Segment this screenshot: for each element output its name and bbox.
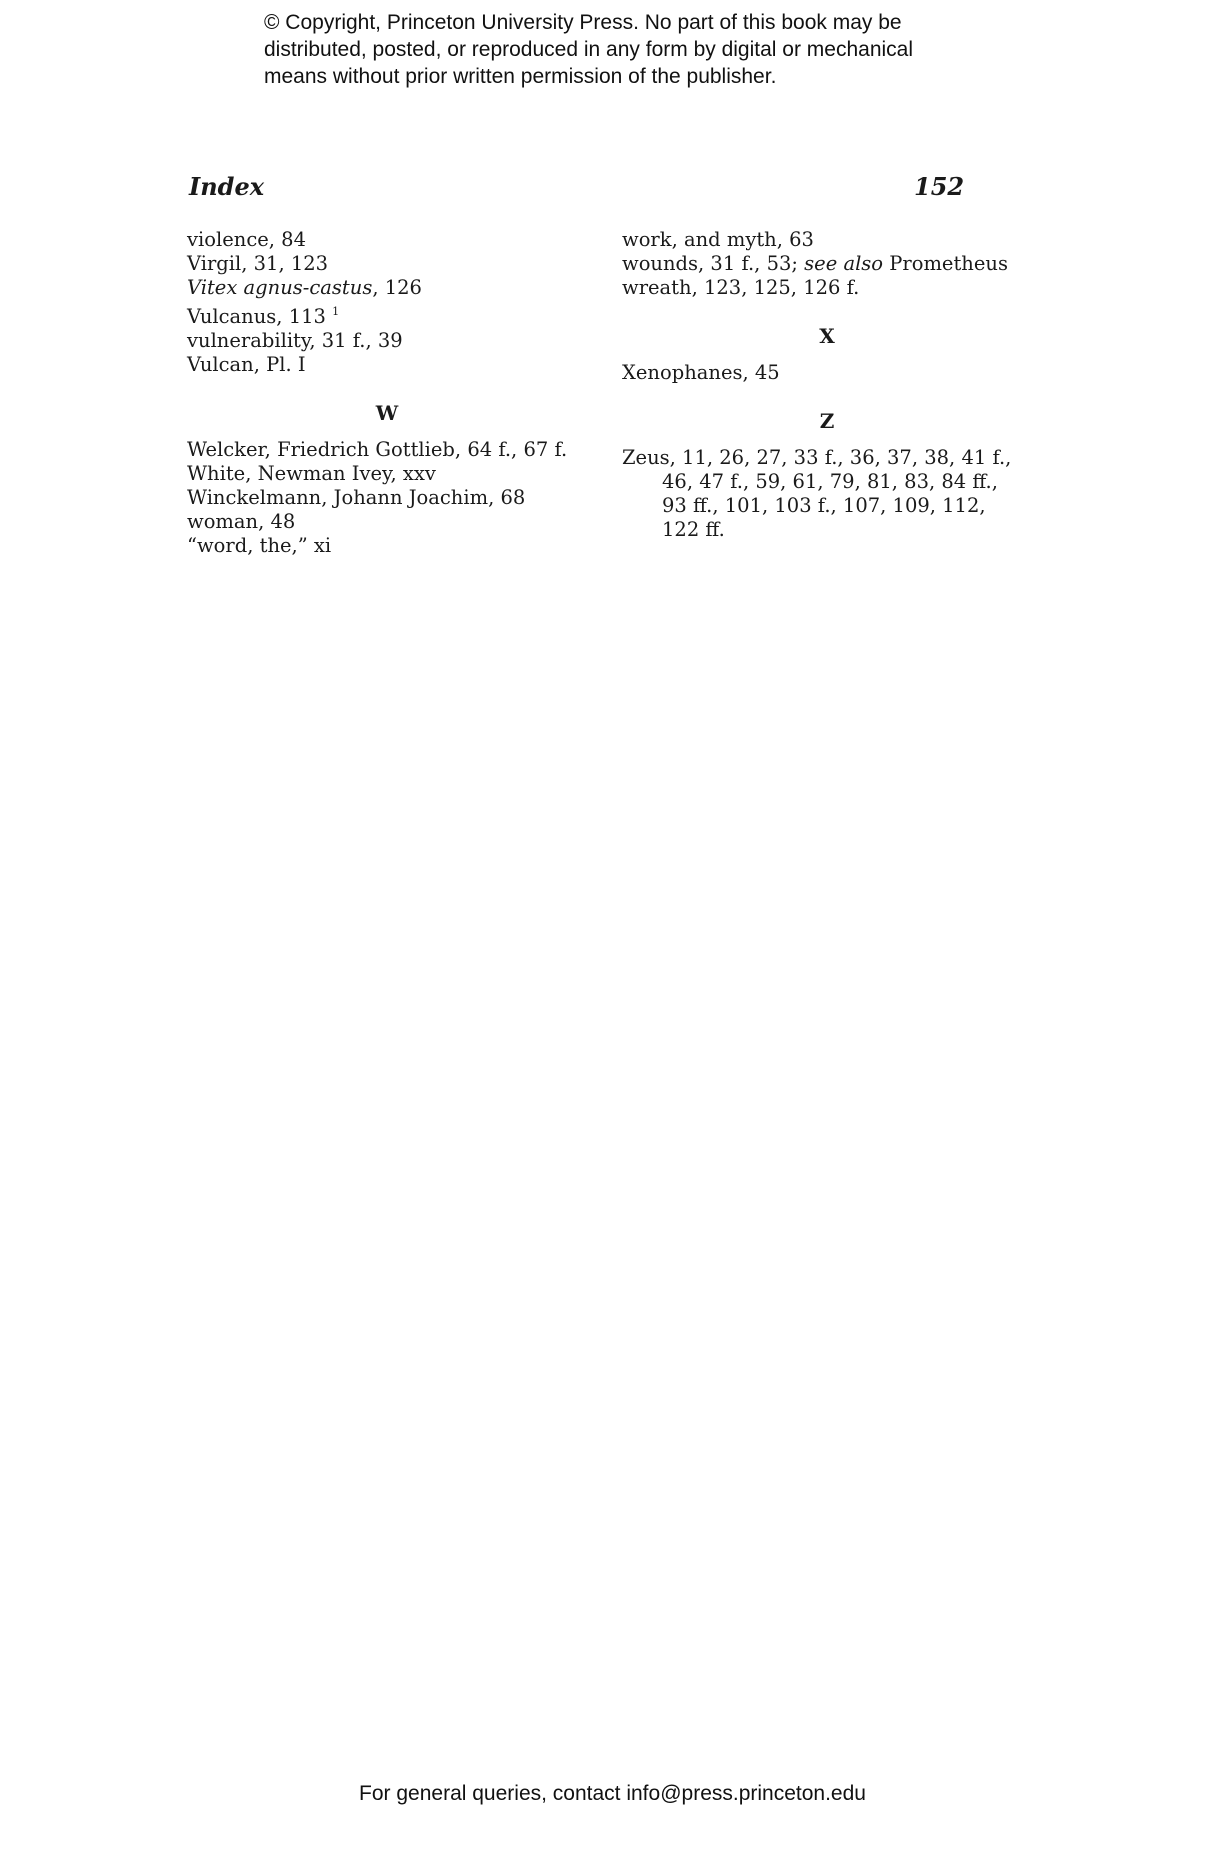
index-entry: Vulcan, Pl. I [187,353,306,376]
index-entry: Xenophanes, 45 [622,361,780,384]
index-entry [187,300,587,329]
index-entry: “word, the,” xi [187,534,332,557]
index-entry-text: Vulcanus, 113 [187,305,326,328]
index-entry: White, Newman Ivey, xxv [187,462,436,485]
index-entry: woman, 48 [187,510,296,533]
index-entry-zeus [622,446,1032,542]
page-number: 152 [914,172,965,201]
index-entry [187,276,587,300]
section-letter-w: W [375,401,399,425]
copyright-line: distributed, posted, or reproduced in any form by digital or mechanical [264,38,914,61]
index-entry-pages: , 126 [372,276,422,299]
index-entry-continuation: 46, 47 f., 59, 61, 79, 81, 83, 84 ff., [662,470,998,493]
section-letter-z: Z [819,409,835,433]
index-entry: vulnerability, 31 f., 39 [187,329,403,352]
section-letter-x: X [819,324,835,348]
footer-contact: For general queries, contact info@press.princeton.edu [359,1782,866,1805]
copyright-line: means without prior written permission of the publisher. [264,65,777,88]
index-entry: violence, 84 [187,228,306,251]
index-entry-continuation: 122 ff. [662,518,725,541]
index-entry-italic: see also [804,252,884,275]
index-column-left [187,228,587,558]
running-head-title: Index [189,172,265,201]
footnote-superscript: 1 [332,305,340,318]
index-entry-italic: Vitex agnus-castus [187,276,373,299]
copyright-line: © Copyright, Princeton University Press. No part of this book may be [264,11,902,34]
index-entry: wreath, 123, 125, 126 f. [622,276,860,299]
index-entry [622,252,1032,276]
copyright-notice [264,9,984,90]
index-entry: Winckelmann, Johann Joachim, 68 [187,486,526,509]
index-column-right [622,228,1032,542]
index-entry-line: Zeus, 11, 26, 27, 33 f., 36, 37, 38, 41 f., [622,446,1012,469]
index-entry: Virgil, 31, 123 [187,252,329,275]
index-entry: Welcker, Friedrich Gottlieb, 64 f., 67 f. [187,438,568,461]
index-entry-continuation: 93 ff., 101, 103 f., 107, 109, 112, [662,494,986,517]
index-entry-text: Prometheus [883,252,1008,275]
index-entry-text: wounds, 31 f., 53; [622,252,805,275]
index-entry: work, and myth, 63 [622,228,814,251]
